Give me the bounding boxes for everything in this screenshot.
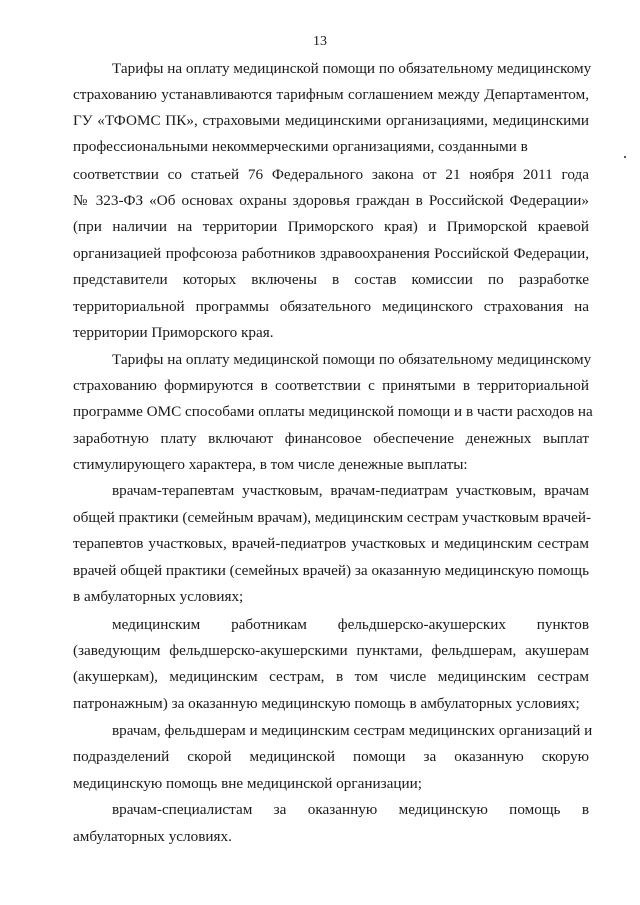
paragraph-6-line: медицинскую помощь вне медицинской организации; [73, 775, 422, 792]
paragraph-3-line: Тарифы на оплату медицинской помощи по обязательному медицинскому [112, 351, 592, 368]
paragraph-4-line: врачам-терапевтам участковым, врачам-педиатрам участковым, врачам [112, 482, 589, 499]
paragraph-3-line: программе ОМС способами оплаты медицинской помощи и в части расходов на [73, 403, 593, 420]
paragraph-2-line: (при наличии на территории Приморского края) и Приморской краевой [73, 218, 589, 235]
paragraph-1-line: страхованию устанавливаются тарифным соглашением между Департаментом, [73, 86, 589, 103]
page-number: 13 [313, 34, 327, 49]
paragraph-5-line: (акушеркам), медицинским сестрам, в том числе медицинским сестрам [73, 668, 589, 685]
paragraph-1-line: профессиональными некоммерческими организациями, созданными в [73, 138, 528, 155]
paragraph-3-line: страхованию формируются в соответствии с принятыми в территориальной [73, 377, 589, 394]
paragraph-7-line: амбулаторных условиях. [73, 828, 232, 845]
paragraph-5-line: медицинским работникам фельдшерско-акушерских пунктов [112, 616, 589, 633]
paragraph-4-line: терапевтов участковых, врачей-педиатров участковых и медицинским сестрам [73, 535, 589, 552]
paragraph-3-line: заработную плату включают финансовое обеспечение денежных выплат [73, 430, 589, 447]
paragraph-2-line: территории Приморского края. [73, 324, 274, 341]
paragraph-1-line: Тарифы на оплату медицинской помощи по обязательному медицинскому [112, 60, 592, 77]
paragraph-2-line: соответствии со статьей 76 Федерального закона от 21 ноября 2011 года [73, 166, 589, 183]
margin-mark [624, 156, 626, 158]
paragraph-5-line: патронажным) за оказанную медицинскую помощь в амбулаторных условиях; [73, 695, 580, 712]
paragraph-4-line: врачей общей практики (семейных врачей) за оказанную медицинскую помощь [73, 562, 589, 579]
paragraph-2-line: № 323-ФЗ «Об основах охраны здоровья граждан в Российской Федерации» [73, 192, 589, 209]
paragraph-4-line: общей практики (семейным врачам), медицинским сестрам участковым врачей- [73, 509, 592, 526]
paragraph-2-line: представители которых включены в состав комиссии по разработке [73, 271, 589, 288]
paragraph-7-line: врачам-специалистам за оказанную медицинскую помощь в [112, 801, 589, 818]
paragraph-6-line: врачам, фельдшерам и медицинским сестрам медицинских организаций и [112, 722, 593, 739]
paragraph-2-line: территориальной программы обязательного медицинского страхования на [73, 298, 589, 315]
paragraph-2-line: организацией профсоюза работников здравоохранения Российской Федерации, [73, 245, 589, 262]
paragraph-1-line: ГУ «ТФОМС ПК», страховыми медицинскими организациями, медицинскими [73, 112, 589, 129]
paragraph-3-line: стимулирующего характера, в том числе денежные выплаты: [73, 456, 468, 473]
paragraph-5-line: (заведующим фельдшерско-акушерскими пунктами, фельдшерам, акушерам [73, 642, 589, 659]
paragraph-4-line: в амбулаторных условиях; [73, 588, 244, 605]
paragraph-6-line: подразделений скорой медицинской помощи за оказанную скорую [73, 748, 589, 765]
